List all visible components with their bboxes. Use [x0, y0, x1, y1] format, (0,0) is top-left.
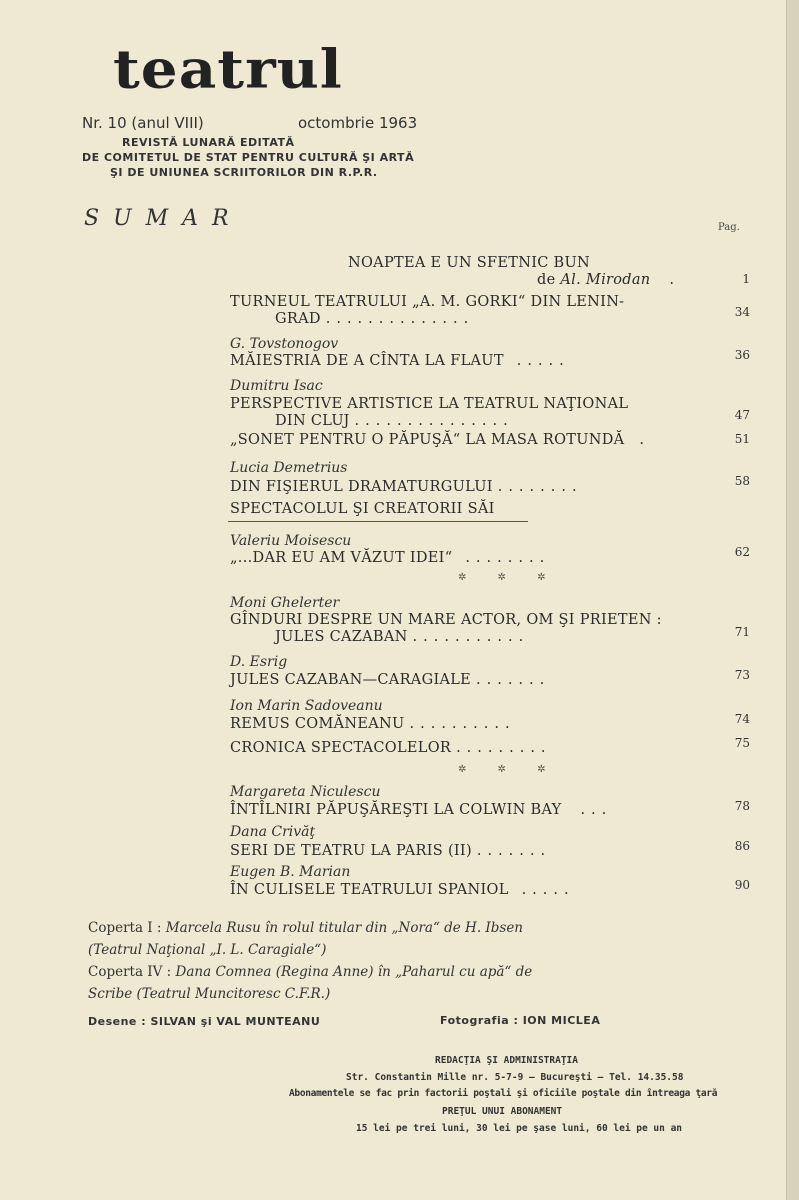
toc-entry-13-title-text: SERI DE TEATRU LA PARIS (II) — [230, 843, 472, 859]
toc-entry-6-title-text: DIN FIŞIERUL DRAMATURGULUI — [230, 479, 493, 495]
cover-1-label: Coperta I : — [88, 920, 162, 936]
toc-entry-10-page: 74 — [734, 712, 750, 726]
toc-entry-2-page: 34 — [734, 305, 750, 319]
credit-drawings: Desene : SILVAN şi VAL MUNTEANU — [88, 1015, 321, 1028]
toc-entry-8-title-rest: JULES CAZABAN — [275, 629, 408, 645]
toc-entry-3-author: G. Tovstonogov — [230, 336, 339, 352]
publisher-line-3: ŞI DE UNIUNEA SCRIITORILOR DIN R.P.R. — [110, 166, 378, 179]
cover-4-label: Coperta IV : — [88, 964, 172, 980]
toc-entry-12-title: ÎNTÎLNIRI PĂPUŞĂREŞTI LA COLWIN BAY ... — [230, 802, 613, 818]
toc-entry-4-title-rest: DIN CLUJ — [275, 413, 350, 429]
toc-entry-10-author: Ion Marin Sadoveanu — [230, 698, 383, 714]
toc-entry-5-title: „SONET PENTRU O PĂPUŞĂ“ LA MASA ROTUNDĂ . — [230, 432, 645, 448]
toc-entry-5-title-text: „SONET PENTRU O PĂPUŞĂ“ LA MASA ROTUNDĂ — [230, 432, 625, 448]
toc-entry-7-title-text: „...DAR EU AM VĂZUT IDEI“ — [230, 550, 453, 566]
cover-1-line-1 — [88, 920, 523, 936]
toc-entry-6-page: 58 — [734, 474, 750, 488]
toc-entry-1-author: Al. Mirodan — [560, 272, 651, 288]
toc-entry-13-author: Dana Crivăţ — [230, 824, 316, 840]
toc-entry-9-page: 73 — [734, 668, 750, 682]
publisher-line-2: DE COMITETUL DE STAT PENTRU CULTURĂ ŞI ARTĂ — [82, 151, 415, 164]
toc-entry-11-title: CRONICA SPECTACOLELOR ......... — [230, 740, 552, 756]
page-column-label: Pag. — [718, 222, 740, 233]
toc-entry-13-title: SERI DE TEATRU LA PARIS (II) ....... — [230, 843, 552, 859]
masthead-title: teatrul — [113, 37, 343, 101]
credit-photo: Fotografia : ION MICLEA — [440, 1014, 601, 1027]
separator-stars-1: ✲ ✲ ✲ — [458, 572, 560, 583]
imprint-line-5: 15 lei pe trei luni, 30 lei pe şase luni, 60 lei pe un an — [356, 1123, 683, 1134]
page-edge-right — [786, 0, 799, 1200]
section-underline — [228, 521, 528, 522]
section-heading: SPECTACOLUL ŞI CREATORII SĂI — [230, 501, 495, 517]
toc-entry-1-by: de — [537, 272, 556, 288]
cover-4-text: Dana Comnea (Regina Anne) în „Paharul cu apă“ de — [175, 964, 533, 980]
cover-4-line-2: Scribe (Teatrul Muncitoresc C.F.R.) — [88, 986, 331, 1002]
toc-entry-13-page: 86 — [734, 839, 750, 853]
toc-entry-7-page: 62 — [734, 545, 750, 559]
toc-entry-8-title-line2: JULES CAZABAN ........... — [275, 629, 530, 645]
toc-entry-14-author: Eugen B. Marian — [230, 864, 351, 880]
cover-1-line-2: (Teatrul Naţional „I. L. Caragiale“) — [88, 942, 327, 958]
toc-entry-2-title-rest: GRAD — [275, 311, 321, 327]
toc-entry-10-title: REMUS COMĂNEANU .......... — [230, 716, 516, 732]
toc-entry-9-author: D. Esrig — [230, 654, 288, 670]
toc-entry-9-title: JULES CAZABAN—CARAGIALE ....... — [230, 672, 551, 688]
toc-entry-10-title-text: REMUS COMĂNEANU — [230, 716, 405, 732]
toc-entry-7-title: „...DAR EU AM VĂZUT IDEI“ ........ — [230, 550, 551, 566]
toc-entry-4-title-line2: DIN CLUJ ............... — [275, 413, 514, 429]
issue-date: octombrie 1963 — [298, 114, 418, 132]
toc-entry-3-title-text: MĂIESTRIA DE A CÎNTA LA FLAUT — [230, 353, 504, 369]
cover-4-line-1 — [88, 964, 532, 980]
toc-entry-3-page: 36 — [734, 348, 750, 362]
toc-entry-1-page: 1 — [742, 272, 750, 286]
toc-entry-14-page: 90 — [734, 878, 750, 892]
toc-entry-1-title: NOAPTEA E UN SFETNIC BUN — [348, 255, 590, 271]
separator-stars-2: ✲ ✲ ✲ — [458, 764, 560, 775]
toc-entry-8-author: Moni Ghelerter — [230, 595, 340, 611]
imprint-line-4: PREŢUL UNUI ABONAMENT — [442, 1106, 563, 1117]
toc-entry-14-title: ÎN CULISELE TEATRULUI SPANIOL ..... — [230, 882, 575, 898]
toc-entry-12-title-text: ÎNTÎLNIRI PĂPUŞĂREŞTI LA COLWIN BAY — [230, 802, 562, 818]
toc-entry-11-page: 75 — [734, 736, 750, 750]
toc-entry-9-title-text: JULES CAZABAN—CARAGIALE — [230, 672, 472, 688]
toc-entry-6-title: DIN FIŞIERUL DRAMATURGULUI ........ — [230, 479, 583, 495]
contents-heading: SUMAR — [84, 206, 243, 231]
toc-entry-1-byline: de Al. Mirodan . — [537, 272, 675, 288]
toc-entry-4-title-line1: PERSPECTIVE ARTISTICE LA TEATRUL NAŢIONAL — [230, 396, 629, 412]
toc-entry-3-title: MĂIESTRIA DE A CÎNTA LA FLAUT ..... — [230, 353, 570, 369]
toc-entry-11-title-text: CRONICA SPECTACOLELOR — [230, 740, 452, 756]
toc-entry-7-author: Valeriu Moisescu — [230, 533, 352, 549]
publisher-line-1: REVISTĂ LUNARĂ EDITATĂ — [122, 136, 295, 149]
imprint-line-2: Str. Constantin Mille nr. 5-7-9 – Bucureşti – Tel. 14.35.58 — [346, 1072, 684, 1083]
imprint-line-1: REDACŢIA ŞI ADMINISTRAŢIA — [435, 1055, 578, 1066]
toc-entry-12-page: 78 — [734, 799, 750, 813]
toc-entry-6-author: Lucia Demetrius — [230, 460, 348, 476]
toc-entry-14-title-text: ÎN CULISELE TEATRULUI SPANIOL — [230, 882, 509, 898]
toc-entry-2-title-line1: TURNEUL TEATRULUI „A. M. GORKI“ DIN LENIN- — [230, 294, 625, 310]
cover-1-text: Marcela Rusu în rolul titular din „Nora“ de H. Ibsen — [165, 920, 524, 936]
toc-entry-4-author: Dumitru Isac — [230, 378, 323, 394]
toc-entry-8-title-line1: GÎNDURI DESPRE UN MARE ACTOR, OM ŞI PRIETEN : — [230, 612, 662, 628]
toc-entry-2-title-line2: GRAD .............. — [275, 311, 475, 327]
toc-entry-12-author: Margareta Niculescu — [230, 784, 381, 800]
toc-entry-5-page: 51 — [734, 432, 750, 446]
issue-number: Nr. 10 (anul VIII) — [82, 114, 204, 132]
toc-entry-4-page: 47 — [734, 408, 750, 422]
imprint-line-3: Abonamentele se fac prin factorii poştali şi oficiile poştale din întreaga ţară — [289, 1088, 718, 1099]
toc-entry-8-page: 71 — [734, 625, 750, 639]
